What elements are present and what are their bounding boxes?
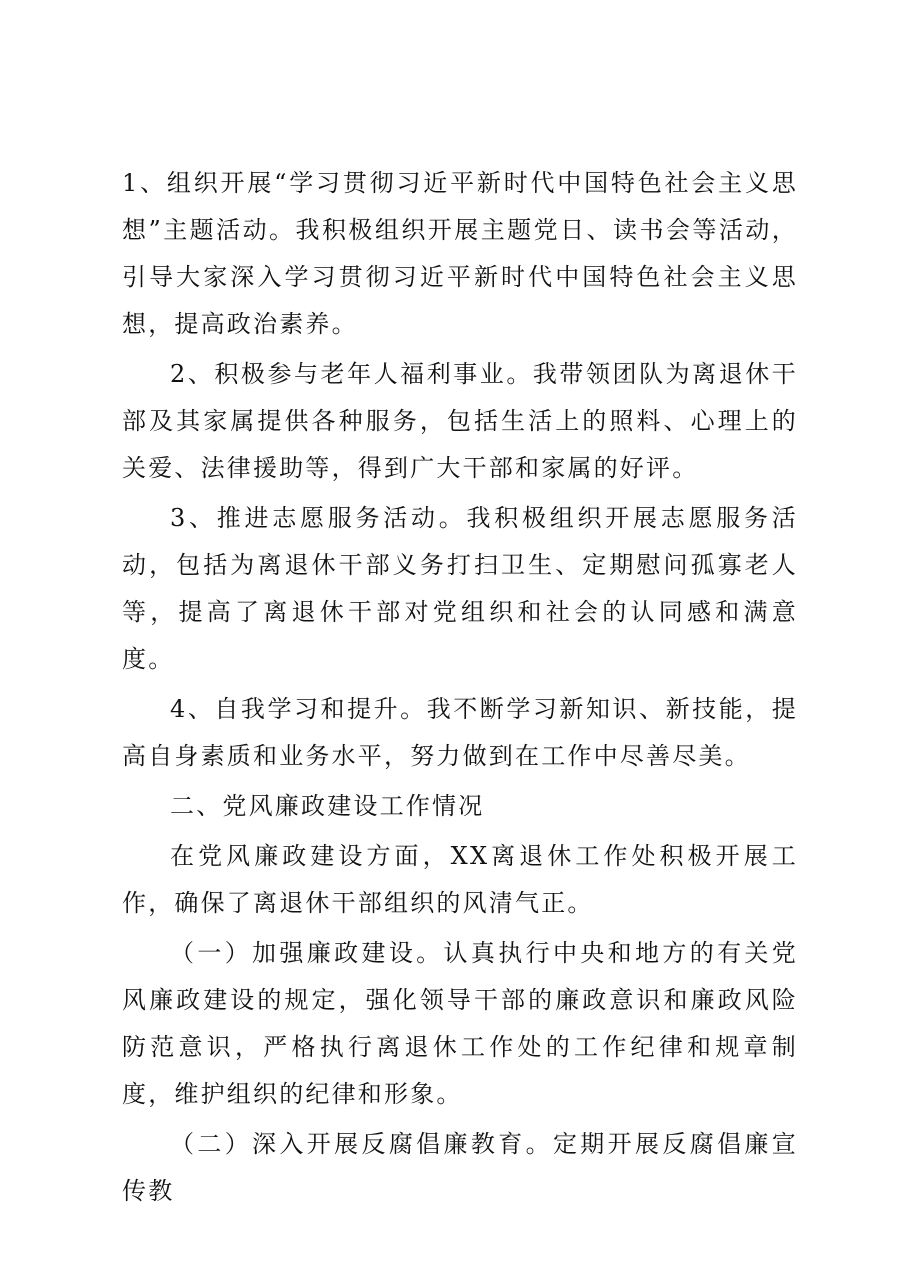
paragraph-item-2: 2、积极参与老年人福利事业。我带领团队为离退休干部及其家属提供各种服务，包括生活上的照料、心理上的关爱、法律援助等，得到广大干部和家属的好评。 [122, 360, 798, 482]
subsection-paragraph-2: （二）深入开展反腐倡廉教育。定期开展反腐倡廉宣传教 [122, 1130, 798, 1205]
paragraph-item-4: 4、自我学习和提升。我不断学习新知识、新技能，提高自身素质和业务水平，努力做到在工作中尽善尽美。 [122, 695, 798, 770]
paragraph-item-1: 1、组织开展“学习贯彻习近平新时代中国特色社会主义思想”主题活动。我积极组织开展主题党日、读书会等活动，引导大家深入学习贯彻习近平新时代中国特色社会主义思想，提高政治素养。 [122, 169, 798, 338]
subsection-paragraph-1: （一）加强廉政建设。认真执行中央和地方的有关党风廉政建设的规定，强化领导干部的廉政意识和廉政风险防范意识，严格执行离退休工作处的工作纪律和规章制度，维护组织的纪律和形象。 [122, 939, 798, 1108]
document-body [122, 160, 798, 1218]
paragraph-item-3: 3、推进志愿服务活动。我积极组织开展志愿服务活动，包括为离退休干部义务打扫卫生、定期慰问孤寡老人等，提高了离退休干部对党组织和社会的认同感和满意度。 [122, 504, 798, 673]
section-intro-paragraph: 在党风廉政建设方面，XX离退休工作处积极开展工作，确保了离退休干部组织的风清气正。 [122, 842, 798, 917]
section-heading-2: 二、党风廉政建设工作情况 [170, 792, 485, 820]
